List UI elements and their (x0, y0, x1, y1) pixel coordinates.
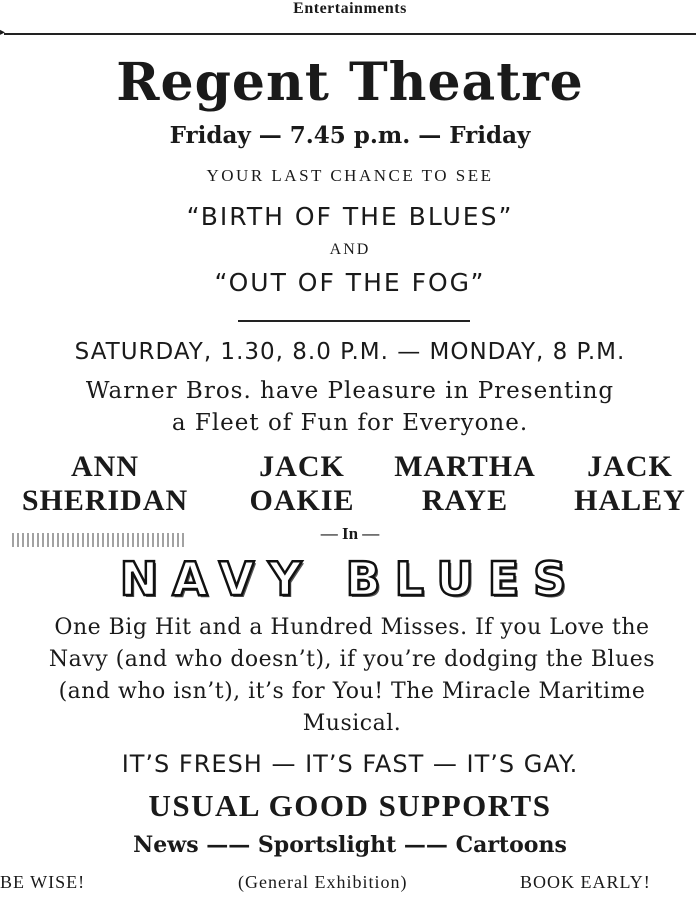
supports-heading: USUAL GOOD SUPPORTS (148, 788, 552, 823)
footer-book-early: BOOK EARLY! (520, 872, 651, 892)
tagline-paragraph: One Big Hit and a Hundred Misses. If you Love the Navy (and who doesn’t), if you’re dodging the Blues (and who isn’t), it’s for You! The Miracle Maritime Musical. (48, 615, 656, 736)
star-first-name: JACK (259, 450, 345, 483)
star-first-name: JACK (587, 450, 673, 483)
shorts-line: News —— Sportslight —— Cartoons (133, 832, 567, 858)
saturday-showtimes: SATURDAY, 1.30, 8.0 P.M. — MONDAY, 8 P.M. (74, 339, 626, 365)
star-last-name: OAKIE (249, 484, 355, 517)
presenting-line-2: a Fleet of Fun for Everyone. (171, 410, 529, 436)
star-first-name: MARTHA (394, 450, 536, 483)
star-last-name: SHERIDAN (21, 484, 189, 517)
film-title-1: “BIRTH OF THE BLUES” (186, 202, 514, 231)
and-text: AND (329, 241, 371, 258)
star-last-name: HALEY (574, 484, 686, 517)
top-divider (4, 33, 696, 35)
star-last-name: RAYE (421, 484, 509, 517)
film-title-2: “OUT OF THE FOG” (214, 268, 486, 297)
feature-title: NAVY BLUES (119, 552, 581, 606)
star-first-name: ANN (71, 450, 139, 483)
presenting-line-1: Warner Bros. have Pleasure in Presenting (85, 378, 615, 404)
in-text: — In — (320, 524, 380, 543)
rule-arrow-icon: ▸ (0, 27, 6, 38)
middle-divider (238, 320, 470, 322)
footer-exhibition: (General Exhibition) (238, 872, 408, 892)
last-chance-text: YOUR LAST CHANCE TO SEE (206, 166, 494, 185)
theatre-name: Regent Theatre (116, 52, 584, 113)
section-label: Entertainments (293, 0, 407, 17)
footer-be-wise: BE WISE! (0, 872, 86, 892)
fresh-fast-gay-line: IT’S FRESH — IT’S FAST — IT’S GAY. (121, 750, 579, 778)
friday-showtime: Friday — 7.45 p.m. — Friday (169, 122, 531, 149)
